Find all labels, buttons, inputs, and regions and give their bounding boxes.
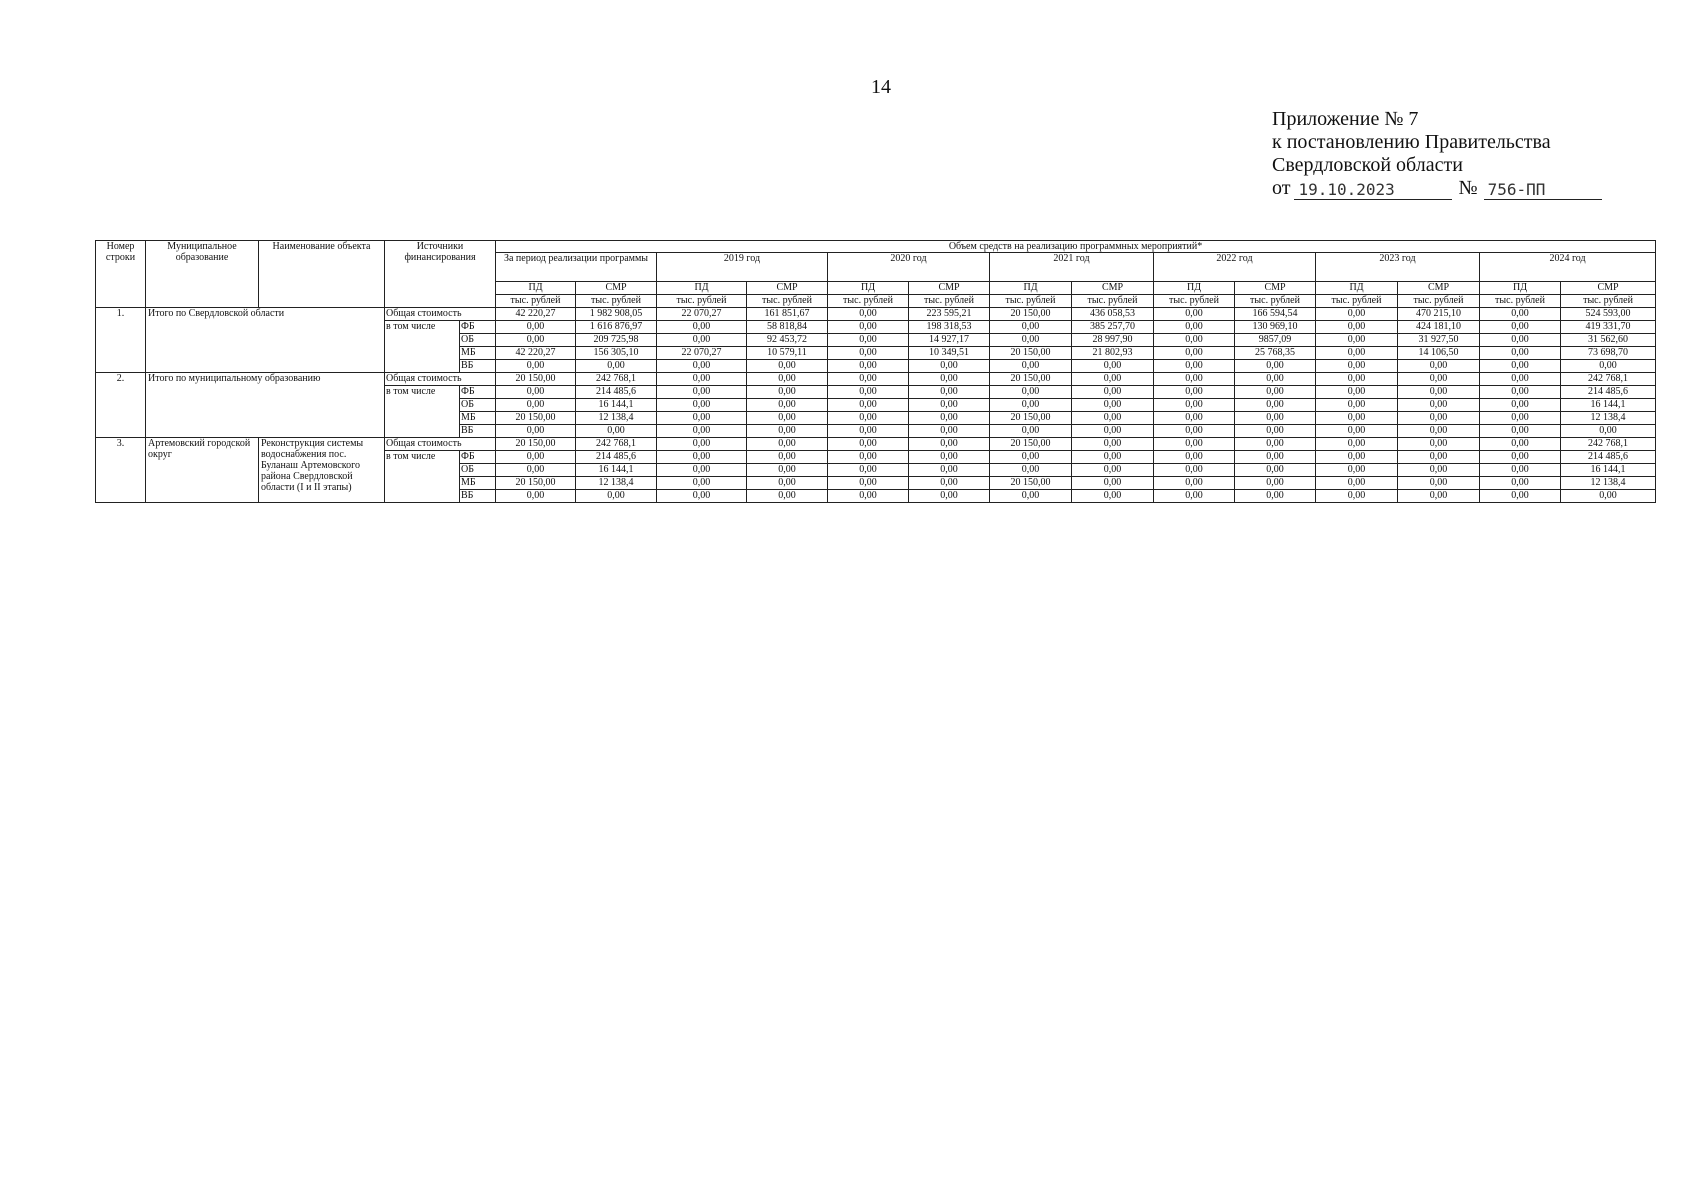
- amount-cell: 0,00: [747, 425, 828, 438]
- amount-cell: 73 698,70: [1561, 347, 1656, 360]
- appendix-region: Свердловской области: [1272, 154, 1463, 176]
- group-title: Итого по Свердловской области: [146, 308, 385, 373]
- amount-cell: 0,00: [1480, 386, 1561, 399]
- amount-cell: 0,00: [1154, 334, 1235, 347]
- source-vb: ВБ: [460, 490, 496, 503]
- amount-cell: 0,00: [1316, 321, 1398, 334]
- amount-cell: 0,00: [1398, 477, 1480, 490]
- appendix-subtitle: к постановлению Правительства: [1272, 131, 1551, 153]
- amount-cell: 20 150,00: [496, 412, 576, 425]
- amount-cell: 0,00: [1072, 386, 1154, 399]
- amount-cell: 0,00: [1480, 360, 1561, 373]
- amount-cell: 0,00: [1561, 360, 1656, 373]
- amount-cell: 0,00: [828, 347, 909, 360]
- amount-cell: 20 150,00: [990, 477, 1072, 490]
- amount-cell: 0,00: [1398, 399, 1480, 412]
- amount-cell: 0,00: [990, 399, 1072, 412]
- row-number: 1.: [96, 308, 146, 373]
- header-pd: ПД: [1480, 282, 1561, 295]
- amount-cell: 0,00: [1235, 425, 1316, 438]
- amount-cell: 25 768,35: [1235, 347, 1316, 360]
- amount-cell: 0,00: [1480, 451, 1561, 464]
- amount-cell: 0,00: [496, 386, 576, 399]
- amount-cell: 223 595,21: [909, 308, 990, 321]
- amount-cell: 0,00: [1398, 425, 1480, 438]
- amount-cell: 0,00: [990, 386, 1072, 399]
- amount-cell: 524 593,00: [1561, 308, 1656, 321]
- amount-cell: 0,00: [1154, 399, 1235, 412]
- header-smr: СМР: [1561, 282, 1656, 295]
- header-unit: тыс. рублей: [990, 295, 1072, 308]
- source-including: в том числе: [385, 386, 460, 438]
- amount-cell: 20 150,00: [990, 412, 1072, 425]
- amount-cell: 0,00: [1316, 373, 1398, 386]
- amount-cell: 0,00: [1154, 347, 1235, 360]
- amount-cell: 130 969,10: [1235, 321, 1316, 334]
- amount-cell: 16 144,1: [576, 399, 657, 412]
- amount-cell: 0,00: [576, 425, 657, 438]
- amount-cell: 20 150,00: [496, 373, 576, 386]
- amount-cell: 0,00: [1316, 451, 1398, 464]
- header-unit: тыс. рублей: [1398, 295, 1480, 308]
- amount-cell: 0,00: [1480, 308, 1561, 321]
- amount-cell: 0,00: [828, 490, 909, 503]
- source-total: Общая стоимость: [385, 308, 496, 321]
- amount-cell: 42 220,27: [496, 347, 576, 360]
- amount-cell: 0,00: [1072, 451, 1154, 464]
- amount-cell: 20 150,00: [990, 438, 1072, 451]
- amount-cell: 436 058,53: [1072, 308, 1154, 321]
- source-including: в том числе: [385, 451, 460, 503]
- header-year: 2023 год: [1316, 253, 1480, 282]
- amount-cell: 0,00: [990, 321, 1072, 334]
- amount-cell: 419 331,70: [1561, 321, 1656, 334]
- source-fb: ФБ: [460, 321, 496, 334]
- amount-cell: 214 485,6: [576, 451, 657, 464]
- amount-cell: 0,00: [657, 386, 747, 399]
- amount-cell: 0,00: [1154, 321, 1235, 334]
- amount-cell: 0,00: [747, 386, 828, 399]
- amount-cell: 0,00: [496, 425, 576, 438]
- amount-cell: 0,00: [657, 334, 747, 347]
- amount-cell: 0,00: [1235, 386, 1316, 399]
- amount-cell: 0,00: [747, 360, 828, 373]
- amount-cell: 0,00: [1316, 347, 1398, 360]
- amount-cell: 0,00: [496, 334, 576, 347]
- amount-cell: 0,00: [1316, 477, 1398, 490]
- amount-cell: 0,00: [1480, 438, 1561, 451]
- amount-cell: 214 485,6: [576, 386, 657, 399]
- amount-cell: 0,00: [828, 477, 909, 490]
- header-object-name: Наименование объекта: [259, 241, 385, 308]
- header-unit: тыс. рублей: [1561, 295, 1656, 308]
- amount-cell: 0,00: [747, 490, 828, 503]
- amount-cell: 0,00: [496, 321, 576, 334]
- source-fb: ФБ: [460, 451, 496, 464]
- amount-cell: 0,00: [828, 386, 909, 399]
- header-pd: ПД: [657, 282, 747, 295]
- amount-cell: 0,00: [1316, 386, 1398, 399]
- amount-cell: 0,00: [1154, 464, 1235, 477]
- amount-cell: 16 144,1: [576, 464, 657, 477]
- amount-cell: 0,00: [1154, 425, 1235, 438]
- amount-cell: 385 257,70: [1072, 321, 1154, 334]
- amount-cell: 0,00: [990, 425, 1072, 438]
- amount-cell: 0,00: [496, 490, 576, 503]
- amount-cell: 58 818,84: [747, 321, 828, 334]
- amount-cell: 0,00: [909, 477, 990, 490]
- amount-cell: 166 594,54: [1235, 308, 1316, 321]
- amount-cell: 0,00: [1154, 477, 1235, 490]
- amount-cell: 0,00: [1480, 490, 1561, 503]
- amount-cell: 0,00: [1398, 360, 1480, 373]
- amount-cell: 242 768,1: [576, 373, 657, 386]
- table-row: [96, 373, 1656, 386]
- source-total: Общая стоимость: [385, 373, 496, 386]
- header-period: За период реализации программы: [496, 253, 657, 282]
- amount-cell: 0,00: [657, 464, 747, 477]
- amount-cell: 0,00: [1480, 477, 1561, 490]
- amount-cell: 20 150,00: [990, 373, 1072, 386]
- amount-cell: 0,00: [747, 438, 828, 451]
- amount-cell: 0,00: [1235, 477, 1316, 490]
- source-ob: ОБ: [460, 334, 496, 347]
- amount-cell: 0,00: [1480, 412, 1561, 425]
- header-unit: тыс. рублей: [828, 295, 909, 308]
- amount-cell: 20 150,00: [990, 308, 1072, 321]
- amount-cell: 0,00: [1316, 334, 1398, 347]
- header-municipality: Муниципальное образование: [146, 241, 259, 308]
- amount-cell: 0,00: [1154, 438, 1235, 451]
- amount-cell: 214 485,6: [1561, 386, 1656, 399]
- amount-cell: 0,00: [1398, 438, 1480, 451]
- amount-cell: 0,00: [657, 412, 747, 425]
- amount-cell: 0,00: [990, 464, 1072, 477]
- amount-cell: 0,00: [1235, 451, 1316, 464]
- amount-cell: 0,00: [1316, 425, 1398, 438]
- amount-cell: 20 150,00: [496, 438, 576, 451]
- amount-cell: 14 927,17: [909, 334, 990, 347]
- amount-cell: 0,00: [657, 360, 747, 373]
- amount-cell: 0,00: [1154, 360, 1235, 373]
- amount-cell: 16 144,1: [1561, 464, 1656, 477]
- header-sources: Источники финансирования: [385, 241, 496, 308]
- number-label: №: [1458, 177, 1478, 199]
- table-row: [96, 308, 1656, 321]
- appendix-title: Приложение № 7: [1272, 108, 1419, 130]
- amount-cell: 0,00: [657, 477, 747, 490]
- amount-cell: 0,00: [747, 412, 828, 425]
- header-unit: тыс. рублей: [1235, 295, 1316, 308]
- header-unit: тыс. рублей: [496, 295, 576, 308]
- amount-cell: 28 997,90: [1072, 334, 1154, 347]
- amount-cell: 0,00: [909, 464, 990, 477]
- amount-cell: 0,00: [990, 490, 1072, 503]
- amount-cell: 209 725,98: [576, 334, 657, 347]
- source-ob: ОБ: [460, 464, 496, 477]
- amount-cell: 0,00: [909, 373, 990, 386]
- amount-cell: 12 138,4: [1561, 412, 1656, 425]
- amount-cell: 1 982 908,05: [576, 308, 657, 321]
- amount-cell: 0,00: [828, 412, 909, 425]
- amount-cell: 0,00: [1480, 334, 1561, 347]
- amount-cell: 161 851,67: [747, 308, 828, 321]
- amount-cell: 0,00: [657, 321, 747, 334]
- header-unit: тыс. рублей: [1316, 295, 1398, 308]
- source-ob: ОБ: [460, 399, 496, 412]
- amount-cell: 0,00: [1480, 347, 1561, 360]
- amount-cell: 42 220,27: [496, 308, 576, 321]
- amount-cell: 0,00: [828, 425, 909, 438]
- source-fb: ФБ: [460, 386, 496, 399]
- amount-cell: 0,00: [1154, 373, 1235, 386]
- amount-cell: 0,00: [1398, 412, 1480, 425]
- source-mb: МБ: [460, 477, 496, 490]
- amount-cell: 0,00: [1561, 490, 1656, 503]
- amount-cell: 0,00: [1316, 412, 1398, 425]
- amount-cell: 0,00: [1316, 399, 1398, 412]
- amount-cell: 14 106,50: [1398, 347, 1480, 360]
- amount-cell: 12 138,4: [576, 412, 657, 425]
- amount-cell: 0,00: [1398, 464, 1480, 477]
- amount-cell: 0,00: [657, 425, 747, 438]
- amount-cell: 0,00: [1316, 464, 1398, 477]
- header-year: 2022 год: [1154, 253, 1316, 282]
- amount-cell: 0,00: [828, 451, 909, 464]
- amount-cell: 0,00: [1235, 438, 1316, 451]
- amount-cell: 0,00: [1154, 412, 1235, 425]
- amount-cell: 0,00: [828, 438, 909, 451]
- header-unit: тыс. рублей: [909, 295, 990, 308]
- amount-cell: 31 562,60: [1561, 334, 1656, 347]
- header-smr: СМР: [1235, 282, 1316, 295]
- amount-cell: 0,00: [909, 412, 990, 425]
- amount-cell: 0,00: [1235, 412, 1316, 425]
- amount-cell: 0,00: [909, 386, 990, 399]
- amount-cell: 0,00: [1316, 360, 1398, 373]
- amount-cell: 0,00: [576, 490, 657, 503]
- amount-cell: 0,00: [1154, 490, 1235, 503]
- amount-cell: 0,00: [828, 334, 909, 347]
- amount-cell: 0,00: [828, 308, 909, 321]
- header-year: 2020 год: [828, 253, 990, 282]
- amount-cell: 1 616 876,97: [576, 321, 657, 334]
- source-mb: МБ: [460, 347, 496, 360]
- amount-cell: 0,00: [1072, 490, 1154, 503]
- decree-line: [1272, 177, 1602, 200]
- header-pd: ПД: [1154, 282, 1235, 295]
- amount-cell: 0,00: [496, 464, 576, 477]
- row-number: 3.: [96, 438, 146, 503]
- page-number: 14: [871, 76, 891, 98]
- amount-cell: 21 802,93: [1072, 347, 1154, 360]
- object-name: Реконструкция системы водоснабжения пос. Буланаш Артемовского района Свердловской области (I и II этапы): [259, 438, 385, 503]
- source-total: Общая стоимость: [385, 438, 496, 451]
- amount-cell: 0,00: [1072, 373, 1154, 386]
- header-smr: СМР: [909, 282, 990, 295]
- header-year: 2019 год: [657, 253, 828, 282]
- amount-cell: 0,00: [1316, 490, 1398, 503]
- amount-cell: 242 768,1: [1561, 438, 1656, 451]
- amount-cell: 0,00: [747, 464, 828, 477]
- amount-cell: 470 215,10: [1398, 308, 1480, 321]
- amount-cell: 0,00: [1072, 425, 1154, 438]
- amount-cell: 0,00: [1480, 399, 1561, 412]
- header-year: 2021 год: [990, 253, 1154, 282]
- amount-cell: 242 768,1: [1561, 373, 1656, 386]
- municipality-name: Артемовский городской округ: [146, 438, 259, 503]
- amount-cell: 0,00: [1480, 425, 1561, 438]
- amount-cell: 0,00: [1398, 373, 1480, 386]
- amount-cell: 0,00: [657, 373, 747, 386]
- amount-cell: 0,00: [747, 477, 828, 490]
- header-row-number: Номер строки: [96, 241, 146, 308]
- amount-cell: 10 349,51: [909, 347, 990, 360]
- amount-cell: 16 144,1: [1561, 399, 1656, 412]
- amount-cell: 0,00: [747, 399, 828, 412]
- amount-cell: 9857,09: [1235, 334, 1316, 347]
- amount-cell: 0,00: [828, 373, 909, 386]
- table-row: [96, 438, 1656, 451]
- amount-cell: 0,00: [909, 438, 990, 451]
- source-vb: ВБ: [460, 425, 496, 438]
- amount-cell: 0,00: [576, 360, 657, 373]
- amount-cell: 20 150,00: [990, 347, 1072, 360]
- amount-cell: 0,00: [990, 451, 1072, 464]
- appendix-header: [1272, 108, 1602, 200]
- header-pd: ПД: [828, 282, 909, 295]
- amount-cell: 0,00: [747, 451, 828, 464]
- amount-cell: 0,00: [1561, 425, 1656, 438]
- header-unit: тыс. рублей: [747, 295, 828, 308]
- amount-cell: 0,00: [828, 360, 909, 373]
- source-mb: МБ: [460, 412, 496, 425]
- amount-cell: 0,00: [909, 490, 990, 503]
- amount-cell: 20 150,00: [496, 477, 576, 490]
- header-unit: тыс. рублей: [657, 295, 747, 308]
- amount-cell: 0,00: [1072, 464, 1154, 477]
- amount-cell: 0,00: [909, 451, 990, 464]
- amount-cell: 0,00: [1480, 464, 1561, 477]
- header-smr: СМР: [1072, 282, 1154, 295]
- header-smr: СМР: [1398, 282, 1480, 295]
- ot-label: от: [1272, 177, 1291, 199]
- amount-cell: 0,00: [496, 360, 576, 373]
- amount-cell: 0,00: [1072, 438, 1154, 451]
- header-unit: тыс. рублей: [1154, 295, 1235, 308]
- amount-cell: 0,00: [1316, 308, 1398, 321]
- amount-cell: 0,00: [1480, 373, 1561, 386]
- amount-cell: 0,00: [1316, 438, 1398, 451]
- amount-cell: 0,00: [1072, 477, 1154, 490]
- source-vb: ВБ: [460, 360, 496, 373]
- amount-cell: 0,00: [496, 399, 576, 412]
- amount-cell: 0,00: [828, 464, 909, 477]
- amount-cell: 0,00: [909, 425, 990, 438]
- amount-cell: 31 927,50: [1398, 334, 1480, 347]
- amount-cell: 0,00: [828, 321, 909, 334]
- amount-cell: 0,00: [1398, 386, 1480, 399]
- source-including: в том числе: [385, 321, 460, 373]
- header-pd: ПД: [990, 282, 1072, 295]
- amount-cell: 12 138,4: [1561, 477, 1656, 490]
- amount-cell: 242 768,1: [576, 438, 657, 451]
- decree-number: 756-ПП: [1484, 181, 1602, 200]
- amount-cell: 0,00: [1398, 490, 1480, 503]
- amount-cell: 0,00: [1154, 386, 1235, 399]
- amount-cell: 0,00: [496, 451, 576, 464]
- header-year: 2024 год: [1480, 253, 1656, 282]
- budget-table: [95, 240, 1656, 503]
- amount-cell: 0,00: [1235, 360, 1316, 373]
- amount-cell: 0,00: [909, 399, 990, 412]
- amount-cell: 0,00: [909, 360, 990, 373]
- header-pd: ПД: [1316, 282, 1398, 295]
- group-title: Итого по муниципальному образованию: [146, 373, 385, 438]
- header-smr: СМР: [747, 282, 828, 295]
- header-unit: тыс. рублей: [1072, 295, 1154, 308]
- amount-cell: 0,00: [1235, 373, 1316, 386]
- amount-cell: 92 453,72: [747, 334, 828, 347]
- amount-cell: 156 305,10: [576, 347, 657, 360]
- decree-date: 19.10.2023: [1294, 181, 1452, 200]
- header-volume: Объем средств на реализацию программных мероприятий*: [496, 241, 1656, 253]
- amount-cell: 12 138,4: [576, 477, 657, 490]
- amount-cell: 0,00: [1072, 360, 1154, 373]
- amount-cell: 0,00: [828, 399, 909, 412]
- header-smr: СМР: [576, 282, 657, 295]
- amount-cell: 0,00: [1480, 321, 1561, 334]
- header-pd: ПД: [496, 282, 576, 295]
- amount-cell: 0,00: [1235, 399, 1316, 412]
- amount-cell: 198 318,53: [909, 321, 990, 334]
- amount-cell: 22 070,27: [657, 308, 747, 321]
- amount-cell: 0,00: [1398, 451, 1480, 464]
- amount-cell: 424 181,10: [1398, 321, 1480, 334]
- amount-cell: 0,00: [657, 438, 747, 451]
- amount-cell: 0,00: [657, 490, 747, 503]
- amount-cell: 0,00: [990, 334, 1072, 347]
- amount-cell: 0,00: [1072, 412, 1154, 425]
- amount-cell: 0,00: [1154, 308, 1235, 321]
- row-number: 2.: [96, 373, 146, 438]
- amount-cell: 0,00: [990, 360, 1072, 373]
- amount-cell: 0,00: [1072, 399, 1154, 412]
- amount-cell: 22 070,27: [657, 347, 747, 360]
- amount-cell: 214 485,6: [1561, 451, 1656, 464]
- header-unit: тыс. рублей: [576, 295, 657, 308]
- amount-cell: 0,00: [657, 399, 747, 412]
- amount-cell: 0,00: [1235, 490, 1316, 503]
- amount-cell: 0,00: [747, 373, 828, 386]
- header-unit: тыс. рублей: [1480, 295, 1561, 308]
- amount-cell: 10 579,11: [747, 347, 828, 360]
- amount-cell: 0,00: [1154, 451, 1235, 464]
- amount-cell: 0,00: [657, 451, 747, 464]
- amount-cell: 0,00: [1235, 464, 1316, 477]
